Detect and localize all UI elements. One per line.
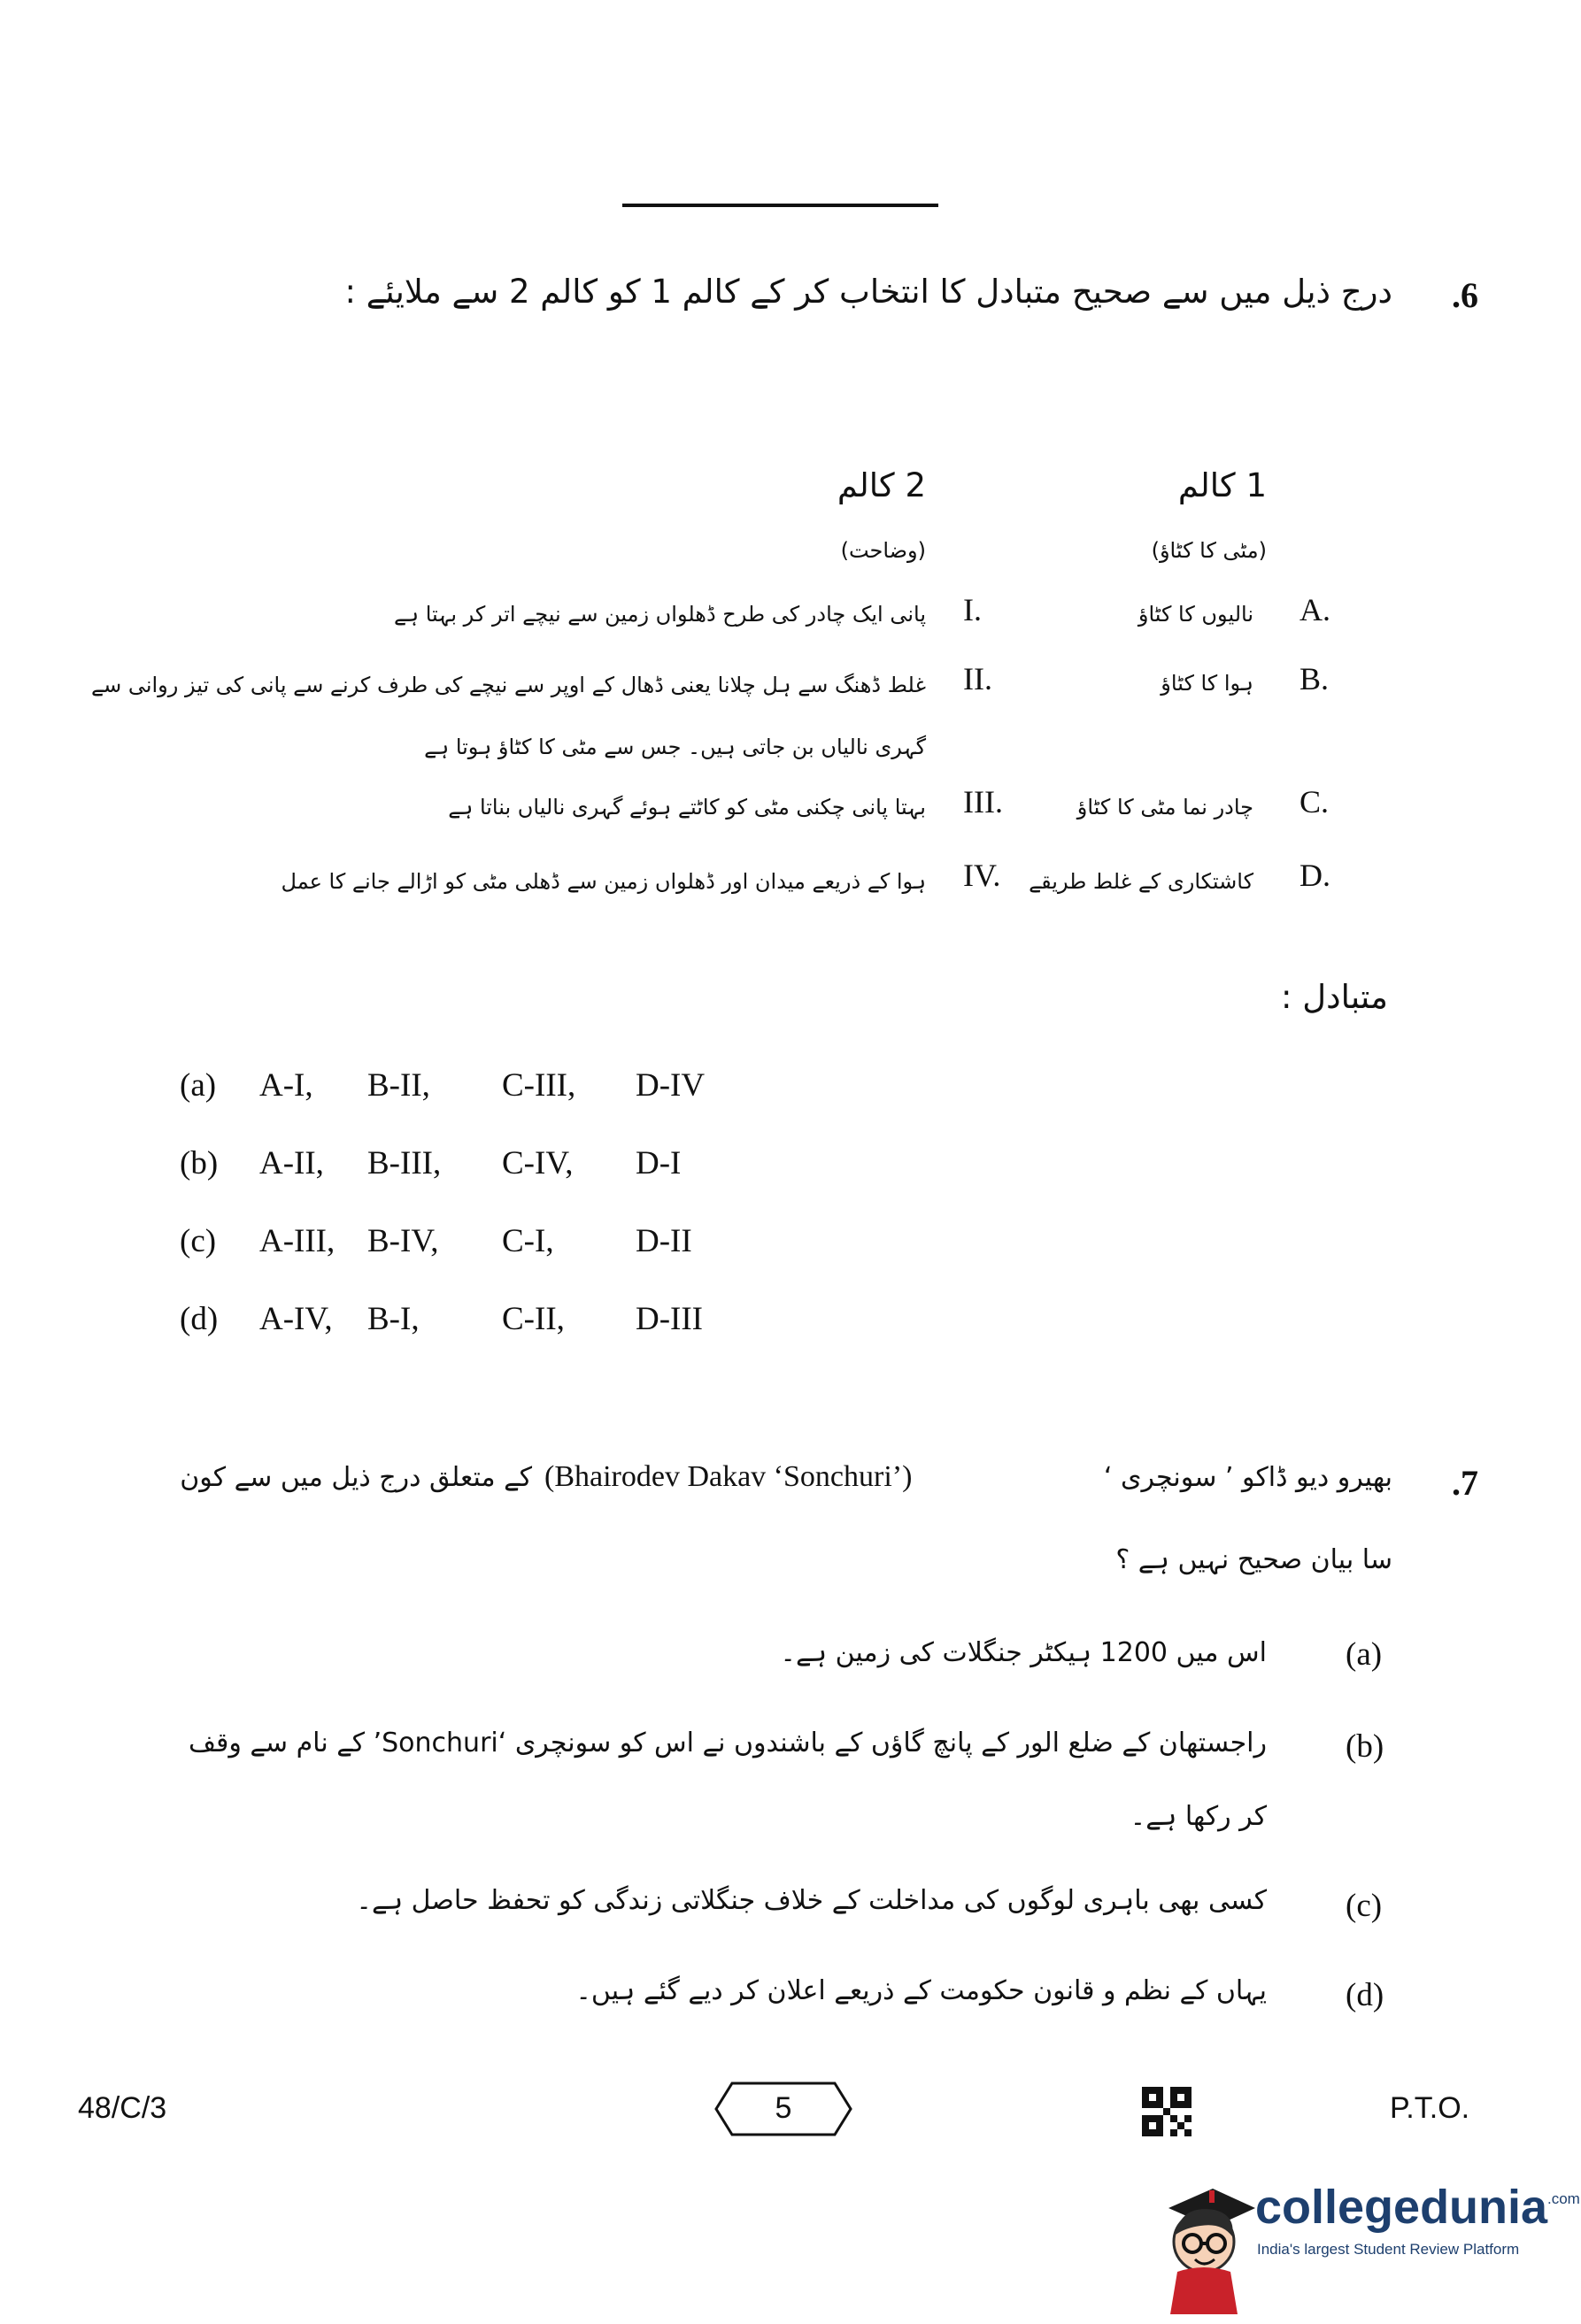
- paper-code: 48/C/3: [78, 2091, 167, 2125]
- row-i-roman: I.: [963, 592, 982, 627]
- option-label: (a): [180, 1067, 217, 1104]
- pto-label: P.T.O.: [1390, 2091, 1470, 2125]
- row-iii-roman: III.: [963, 784, 1003, 820]
- student-mascot-icon: [1151, 2164, 1257, 2314]
- option-pair-d: D-II: [636, 1223, 692, 1259]
- option-label: (d): [180, 1301, 219, 1337]
- q7-stem-urdu-right: بھیرو دیو ڈاکو ’ سونچری ‘: [1103, 1462, 1392, 1493]
- option-label: (c): [1346, 1888, 1383, 1924]
- row-ii-roman: II.: [963, 661, 992, 696]
- option-pair-a: A-IV,: [259, 1301, 333, 1337]
- row-a-erosion: نالیوں کا کٹاؤ: [1138, 602, 1253, 627]
- brand-suffix: .com: [1547, 2190, 1580, 2207]
- option-pair-a: A-II,: [259, 1145, 324, 1181]
- row-d-letter: D.: [1300, 858, 1330, 893]
- option-text: کسی بھی باہری لوگوں کی مداخلت کے خلاف جنگلاتی زندگی کو تحفظ حاصل ہے۔: [356, 1885, 1267, 1916]
- row-b-letter: B.: [1300, 661, 1330, 696]
- row-c-erosion: چادر نما مٹی کا کٹاؤ: [1076, 795, 1253, 820]
- option-text: اس میں 1200 ہیکٹر جنگلات کی زمین ہے۔: [780, 1637, 1267, 1668]
- option-label: (a): [1346, 1636, 1383, 1673]
- q6-col1-title: 1 کالم: [1177, 466, 1267, 504]
- row-ii-explanation: غلط ڈھنگ سے ہل چلانا یعنی ڈھال کے اوپر سے نیچے کی طرف کرنے سے پانی کی تیز روانی سے: [91, 673, 926, 697]
- top-rule: [622, 204, 938, 207]
- q6-col2-subtitle: (وضاحت): [840, 538, 926, 563]
- page-number: 5: [775, 2091, 792, 2125]
- q7-stem-english: (Bhairodev Dakav ‘Sonchuri’): [544, 1460, 913, 1493]
- option-pair-c: C-I,: [502, 1223, 554, 1259]
- option-pair-d: D-I: [636, 1145, 682, 1181]
- q6-col1-subtitle: (مٹی کا کٹاؤ): [1151, 538, 1267, 563]
- q6-alternatives-label: متبادل :: [1280, 978, 1388, 1016]
- option-pair-b: B-III,: [367, 1145, 442, 1181]
- option-pair-c: C-II,: [502, 1301, 565, 1337]
- brand-name: collegedunia: [1255, 2181, 1548, 2234]
- brand-tagline: India's largest Student Review Platform: [1257, 2241, 1520, 2258]
- option-text: یہاں کے نظم و قانون حکومت کے ذریعے اعلان کر دیے گئے ہیں۔: [575, 1975, 1267, 2006]
- option-label: (c): [180, 1223, 217, 1259]
- q7-stem-urdu-left: کے متعلق درج ذیل میں سے کون: [180, 1462, 532, 1493]
- option-pair-c: C-IV,: [502, 1145, 574, 1181]
- option-label: (b): [1346, 1728, 1384, 1765]
- option-pair-b: B-I,: [367, 1301, 420, 1337]
- option-label: (b): [180, 1145, 219, 1181]
- q6-stem: درج ذیل میں سے صحیح متبادل کا انتخاب کر کے کالم 1 کو کالم 2 سے ملایئے :: [344, 273, 1392, 311]
- q6-number: .6: [1452, 275, 1478, 315]
- option-pair-b: B-IV,: [367, 1223, 439, 1259]
- option-pair-d: D-III: [636, 1301, 704, 1337]
- option-pair-c: C-III,: [502, 1067, 576, 1104]
- q7-number: .7: [1452, 1463, 1478, 1503]
- q6-col2-title: 2 کالم: [837, 466, 926, 504]
- row-iv-explanation: ہوا کے ذریعے میدان اور ڈھلواں زمین سے ڈھلی مٹی کو اڑالے جانے کا عمل: [281, 869, 926, 894]
- row-iv-roman: IV.: [963, 858, 1001, 893]
- option-pair-b: B-II,: [367, 1067, 430, 1104]
- option-label: (d): [1346, 1977, 1384, 2013]
- option-pair-a: A-III,: [259, 1223, 335, 1259]
- option-pair-a: A-I,: [259, 1067, 313, 1104]
- option-text: راجستھان کے ضلع الور کے پانچ گاؤں کے باشندوں نے اس کو سونچری ‘Sonchuri’ کے نام سے وقف: [188, 1728, 1267, 1758]
- row-i-explanation: پانی ایک چادر کی طرح ڈھلواں زمین سے نیچے اتر کر بہتا ہے: [393, 602, 926, 627]
- row-iii-explanation: بہتا پانی چکنی مٹی کو کاٹتے ہوئے گہری نالیاں بناتا ہے: [448, 795, 926, 820]
- option-text-line2: کر رکھا ہے۔: [1130, 1801, 1267, 1832]
- q7-stem-line2: سا بیان صحیح نہیں ہے ؟: [1115, 1544, 1392, 1575]
- row-ii-explanation-line2: گہری نالیاں بن جاتی ہیں۔ جس سے مٹی کا کٹاؤ ہوتا ہے: [424, 735, 926, 759]
- option-pair-d: D-IV: [636, 1067, 706, 1104]
- row-a-letter: A.: [1300, 592, 1330, 627]
- row-d-erosion: کاشتکاری کے غلط طریقے: [1029, 869, 1253, 894]
- qr-code-icon: [1142, 2087, 1192, 2136]
- row-c-letter: C.: [1300, 784, 1330, 820]
- row-b-erosion: ہوا کا کٹاؤ: [1161, 671, 1253, 696]
